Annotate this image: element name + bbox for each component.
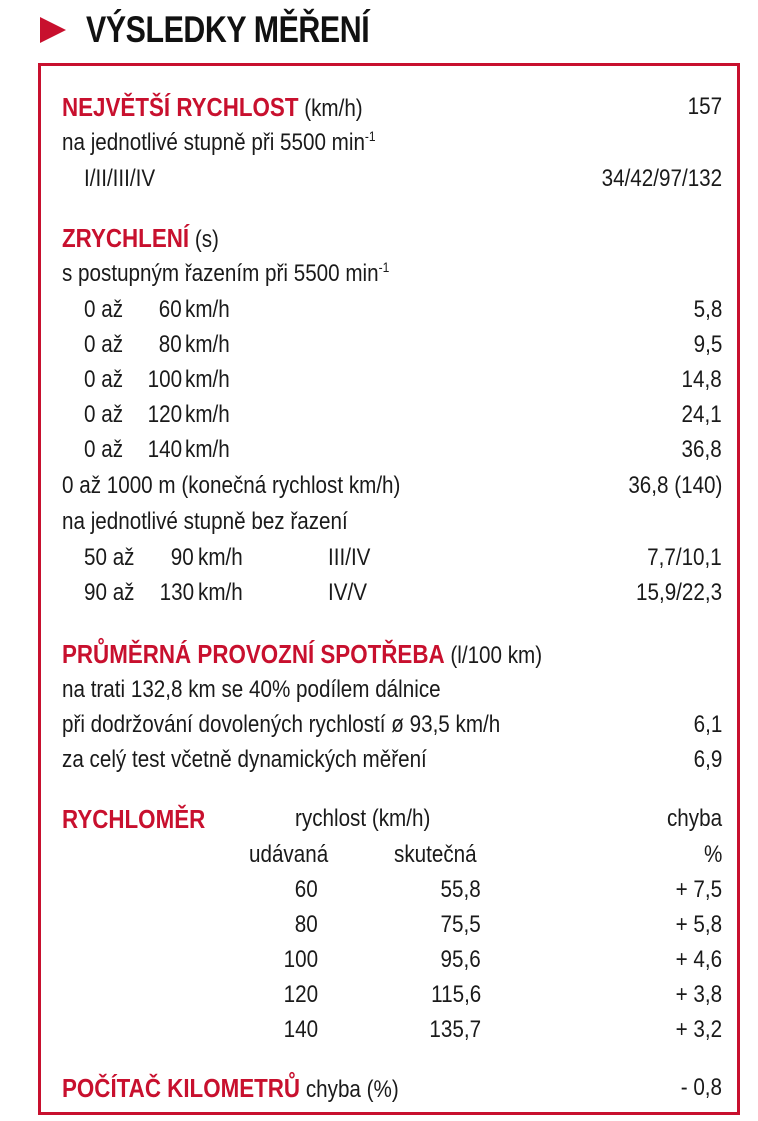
cell-text: 36,8 (140): [627, 472, 722, 499]
max-speed-value: 157: [687, 93, 722, 120]
cell-text: 9,5: [693, 331, 722, 358]
cell-text: (km/h): [304, 95, 363, 122]
cell-text: 120: [147, 401, 182, 428]
cell-text: 24,1: [681, 401, 722, 428]
cell-text: + 3,2: [675, 1016, 722, 1043]
cell-text: 0 až 1000 m (konečná rychlost km/h): [62, 472, 401, 499]
acceleration-row: [62, 398, 722, 432]
cell-text: -1: [364, 128, 376, 144]
acceleration-1000m-row: [62, 469, 722, 503]
consumption-line: [62, 708, 722, 742]
odometer-heading: POČÍTAČ KILOMETRŮ: [62, 1073, 301, 1103]
cell-text: 60: [159, 296, 182, 323]
cell-text: IV/V: [328, 579, 368, 606]
cell-text: za celý test včetně dynamických měření: [62, 746, 427, 773]
cell-text: (l/100 km): [450, 642, 543, 669]
arrow-right-icon: [40, 17, 66, 43]
max-speed-gears-row: [62, 162, 722, 196]
cell-text: km/h: [185, 331, 230, 358]
cell-text: 14,8: [681, 366, 722, 393]
cell-text: 55,8: [440, 876, 481, 903]
consumption-line: [62, 743, 722, 777]
cell-text: 80: [159, 331, 182, 358]
cell-text: 0 až: [84, 366, 124, 393]
acceleration-row: [62, 363, 722, 397]
cell-text: při dodržování dovolených rychlostí ø 93,5 km/h: [62, 711, 501, 738]
cell-text: (s): [194, 226, 219, 253]
cell-text: km/h: [198, 544, 243, 571]
cell-text: km/h: [185, 296, 230, 323]
cell-text: 6,1: [693, 711, 722, 738]
cell-text: 6,9: [693, 746, 722, 773]
acceleration-heading: ZRYCHLENÍ: [62, 223, 190, 253]
cell-text: 100: [283, 946, 318, 973]
cell-text: 140: [283, 1016, 318, 1043]
speedometer-subheader-row: [62, 838, 722, 872]
cell-text: 90: [171, 544, 194, 571]
consumption-heading-row: [62, 637, 722, 671]
cell-text: km/h: [185, 366, 230, 393]
cell-text: 95,6: [440, 946, 481, 973]
cell-text: 120: [283, 981, 318, 1008]
cell-text: 36,8: [681, 436, 722, 463]
speedometer-row: [62, 908, 722, 942]
odometer-value: - 0,8: [680, 1074, 722, 1101]
cell-text: s postupným řazením při 5500 min: [62, 260, 379, 287]
acceleration-row: [62, 328, 722, 362]
max-speed-heading: NEJVĚTŠÍ RYCHLOST: [62, 92, 299, 122]
cell-text: 75,5: [440, 911, 481, 938]
cell-text: I/II/III/IV: [84, 165, 156, 192]
acceleration-row: [62, 433, 722, 467]
speedometer-heading-row: [62, 802, 722, 836]
acceleration-heading-row: [62, 221, 722, 255]
cell-text: chyba (%): [305, 1076, 399, 1103]
cell-text: na trati 132,8 km se 40% podílem dálnice: [62, 676, 441, 703]
cell-text: na jednotlivé stupně při 5500 min: [62, 129, 365, 156]
elastic-row: [62, 541, 722, 575]
cell-text: 135,7: [429, 1016, 481, 1043]
cell-text: + 4,6: [675, 946, 722, 973]
cell-text: km/h: [185, 401, 230, 428]
speedometer-row: [62, 873, 722, 907]
cell-text: 0 až: [84, 296, 124, 323]
speedometer-row: [62, 978, 722, 1012]
page-title: [40, 8, 431, 52]
cell-text: km/h: [198, 579, 243, 606]
cell-text: 0 až: [84, 436, 124, 463]
acceleration-row: [62, 293, 722, 327]
cell-text: chyba: [666, 805, 722, 832]
cell-text: -1: [378, 259, 390, 275]
cell-text: udávaná: [249, 841, 329, 868]
cell-text: 80: [295, 911, 318, 938]
speedometer-row: [62, 1013, 722, 1047]
max-speed-heading-row: [62, 90, 722, 124]
cell-text: 115,6: [430, 981, 481, 1008]
cell-text: rychlost (km/h): [295, 805, 431, 832]
cell-text: 34/42/97/132: [601, 165, 722, 192]
cell-text: 140: [147, 436, 182, 463]
cell-text: km/h: [185, 436, 230, 463]
elastic-row: [62, 576, 722, 610]
elastic-label: [62, 505, 722, 539]
consumption-heading: PRŮMĚRNÁ PROVOZNÍ SPOTŘEBA: [62, 639, 445, 669]
cell-text: 50 až: [84, 544, 135, 571]
cell-text: 130: [159, 579, 194, 606]
speedometer-heading: RYCHLOMĚR: [62, 804, 206, 834]
cell-text: 90 až: [84, 579, 135, 606]
cell-text: 7,7/10,1: [647, 544, 722, 571]
speedometer-row: [62, 943, 722, 977]
cell-text: III/IV: [328, 544, 371, 571]
cell-text: %: [703, 841, 722, 868]
cell-text: 60: [295, 876, 318, 903]
cell-text: na jednotlivé stupně bez řazení: [62, 508, 348, 535]
cell-text: 0 až: [84, 331, 124, 358]
cell-text: 15,9/22,3: [635, 579, 722, 606]
cell-text: + 5,8: [675, 911, 722, 938]
cell-text: 100: [147, 366, 182, 393]
acceleration-sub-label: [62, 257, 722, 291]
odometer-row: [62, 1071, 722, 1105]
cell-text: 0 až: [84, 401, 124, 428]
cell-text: VÝSLEDKY MĚŘENÍ: [86, 9, 370, 50]
consumption-line: [62, 673, 722, 707]
max-speed-gear-label: [62, 126, 722, 160]
cell-text: 5,8: [693, 296, 722, 323]
cell-text: skutečná: [394, 841, 477, 868]
cell-text: + 7,5: [675, 876, 722, 903]
cell-text: + 3,8: [675, 981, 722, 1008]
